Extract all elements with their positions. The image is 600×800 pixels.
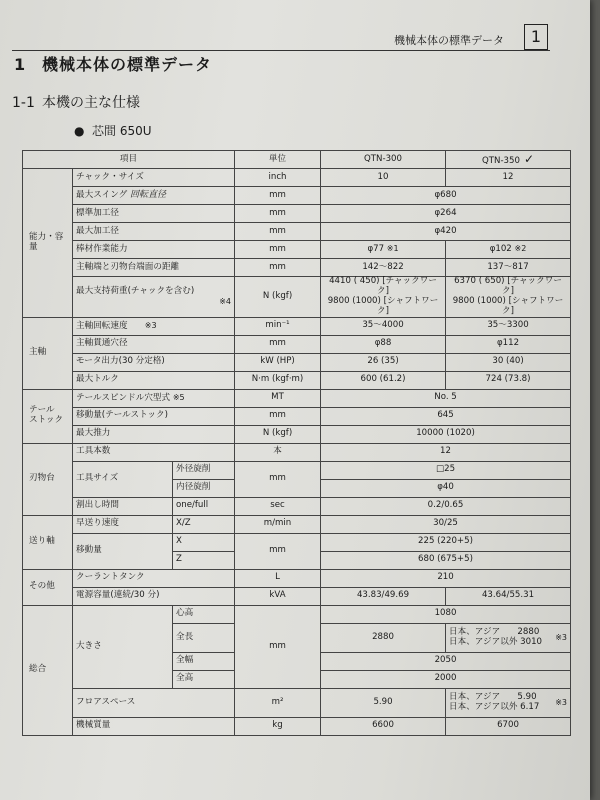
row-label: 最大支持荷重(チャックを含む) ※4 — [73, 277, 235, 318]
table-row — [23, 425, 571, 443]
value-b: 137～817 — [446, 259, 571, 277]
value-b: 35～3300 — [446, 317, 571, 335]
row-unit: sec — [235, 497, 321, 515]
value-b: 日本、アジア 2880 日本、アジア以外 3010 ※3 — [446, 623, 571, 652]
row-unit: min⁻¹ — [235, 317, 321, 335]
row-unit: mm — [235, 241, 321, 259]
value-a: 43.83/49.69 — [321, 587, 446, 605]
subsection-title: 本機の主な仕様 — [42, 95, 140, 111]
row-unit: inch — [235, 169, 321, 187]
row-label: 最大加工径 — [73, 223, 235, 241]
table-row — [23, 187, 571, 205]
table-row — [23, 717, 571, 735]
handwritten-note: 回転直径 — [129, 190, 166, 201]
section-title: 機械本体の標準データ — [42, 55, 213, 74]
value-shared: 10000 (1020) — [321, 425, 571, 443]
value-b: 6370 ( 650) [チャックワーク] 9800 (1000) [シャフトワーク] — [446, 277, 571, 318]
value-b: 12 — [446, 169, 571, 187]
value-shared: φ264 — [321, 205, 571, 223]
row-label: 最大トルク — [73, 371, 235, 389]
value-a: 10 — [321, 169, 446, 187]
value-a: 4410 ( 450) [チャックワーク] 9800 (1000) [シャフトワーク] — [321, 277, 446, 318]
table-row — [23, 335, 571, 353]
row-label: 電源容量(連続/30 分) — [73, 587, 235, 605]
value-b: φ102 ※2 — [446, 241, 571, 259]
category-feed: 送り軸 — [23, 515, 73, 569]
row-unit: 本 — [235, 443, 321, 461]
value-shared: φ680 — [321, 187, 571, 205]
row-unit: MT — [235, 389, 321, 407]
footnote-ref: ※3 — [144, 320, 157, 330]
footnote-ref: ※3 — [555, 697, 568, 707]
footnote-ref: ※2 — [514, 244, 527, 254]
value-shared: 2000 — [321, 670, 571, 688]
row-unit: mm — [235, 533, 321, 569]
value-shared: No. 5 — [321, 389, 571, 407]
row-unit: mm — [235, 461, 321, 497]
footnote-ref: ※3 — [555, 632, 568, 642]
value-a: 5.90 — [321, 688, 446, 717]
table-row — [23, 587, 571, 605]
row-unit: N (kgf) — [235, 277, 321, 318]
category-overall: 総合 — [23, 605, 73, 735]
row-label: フロアスペース — [73, 688, 235, 717]
row-label: 工具本数 — [73, 443, 235, 461]
table-row — [23, 515, 571, 533]
table-header-row — [23, 151, 571, 169]
row-unit: mm — [235, 605, 321, 688]
category-tailstock: テール ストック — [23, 389, 73, 443]
table-row — [23, 605, 571, 623]
model-heading — [74, 122, 152, 139]
value-a: 35～4000 — [321, 317, 446, 335]
value-b: 724 (73.8) — [446, 371, 571, 389]
row-unit: mm — [235, 205, 321, 223]
row-unit: mm — [235, 259, 321, 277]
row-label: 大きさ — [73, 605, 173, 688]
header-item: 項目 — [23, 151, 235, 169]
header-model-a: QTN-300 — [321, 151, 446, 169]
row-label: 機械質量 — [73, 717, 235, 735]
row-sublabel: Z — [173, 551, 235, 569]
category-spindle: 主軸 — [23, 317, 73, 389]
row-unit: mm — [235, 407, 321, 425]
header-rule — [12, 50, 550, 51]
table-row — [23, 277, 571, 318]
value-shared: φ420 — [321, 223, 571, 241]
value-a: 6600 — [321, 717, 446, 735]
row-label: 最大推力 — [73, 425, 235, 443]
table-row — [23, 371, 571, 389]
check-mark-icon: ✓ — [523, 151, 535, 166]
value-shared: φ40 — [321, 479, 571, 497]
value-shared: 0.2/0.65 — [321, 497, 571, 515]
table-row — [23, 223, 571, 241]
row-label: テールスピンドル穴型式 ※5 — [73, 389, 235, 407]
header-model-b — [446, 151, 571, 169]
value-a: 600 (61.2) — [321, 371, 446, 389]
row-unit: N·m (kgf·m) — [235, 371, 321, 389]
table-row — [23, 461, 571, 479]
value-shared: □25 — [321, 461, 571, 479]
header-unit: 単位 — [235, 151, 321, 169]
row-unit: m/min — [235, 515, 321, 533]
category-capacity: 能力・容量 — [23, 169, 73, 318]
table-row — [23, 569, 571, 587]
row-label: 早送り速度 — [73, 515, 173, 533]
table-row — [23, 389, 571, 407]
running-header: 機械本体の標準データ — [394, 34, 504, 47]
row-label: 主軸貫通穴径 — [73, 335, 235, 353]
table-row — [23, 241, 571, 259]
table-row — [23, 688, 571, 717]
value-shared: 1080 — [321, 605, 571, 623]
table-row — [23, 443, 571, 461]
bullet-icon: ● — [74, 124, 85, 138]
row-label: モータ出力(30 分定格) — [73, 353, 235, 371]
row-sublabel: 心高 — [173, 605, 235, 623]
row-sublabel: 全幅 — [173, 652, 235, 670]
value-a: 142～822 — [321, 259, 446, 277]
row-unit: kg — [235, 717, 321, 735]
row-label: 移動量(テールストック) — [73, 407, 235, 425]
section-number: 1 — [14, 55, 27, 74]
row-sublabel: 全高 — [173, 670, 235, 688]
row-label: 棒材作業能力 — [73, 241, 235, 259]
value-shared: 645 — [321, 407, 571, 425]
category-other: その他 — [23, 569, 73, 605]
row-label: チャック・サイズ — [73, 169, 235, 187]
value-shared: 30/25 — [321, 515, 571, 533]
row-unit: mm — [235, 187, 321, 205]
footnote-ref: ※4 — [219, 297, 232, 307]
table-row — [23, 317, 571, 335]
section-heading — [14, 52, 212, 75]
table-row — [23, 169, 571, 187]
row-sublabel: 外径旋削 — [173, 461, 235, 479]
model-b-label: QTN-350 — [482, 155, 520, 166]
row-unit: L — [235, 569, 321, 587]
row-sublabel: 全長 — [173, 623, 235, 652]
row-label: 工具サイズ — [73, 461, 173, 497]
row-label: 最大スイング 回転直径 — [73, 187, 235, 205]
row-sublabel: one/full — [173, 497, 235, 515]
category-turret: 刃物台 — [23, 443, 73, 515]
row-sublabel: X — [173, 533, 235, 551]
row-label: 標準加工径 — [73, 205, 235, 223]
value-shared: 225 (220+5) — [321, 533, 571, 551]
page-number-box: 1 — [524, 24, 548, 50]
value-shared: 210 — [321, 569, 571, 587]
value-shared: 2050 — [321, 652, 571, 670]
value-b: 30 (40) — [446, 353, 571, 371]
row-label: クーラントタンク — [73, 569, 235, 587]
spec-table — [22, 150, 571, 736]
value-b: 日本、アジア 5.90 日本、アジア以外 6.17 ※3 — [446, 688, 571, 717]
table-row — [23, 407, 571, 425]
row-label: 移動量 — [73, 533, 173, 569]
row-label: 主軸回転速度 ※3 — [73, 317, 235, 335]
table-row — [23, 205, 571, 223]
row-unit: kW (HP) — [235, 353, 321, 371]
value-a: 26 (35) — [321, 353, 446, 371]
model-title: 芯間 650U — [92, 124, 152, 138]
table-row — [23, 533, 571, 551]
table-row — [23, 497, 571, 515]
value-shared: 680 (675+5) — [321, 551, 571, 569]
row-unit: kVA — [235, 587, 321, 605]
row-unit: mm — [235, 335, 321, 353]
row-unit: N (kgf) — [235, 425, 321, 443]
table-row — [23, 259, 571, 277]
row-sublabel: 内径旋削 — [173, 479, 235, 497]
subsection-heading — [12, 92, 140, 112]
value-b: φ112 — [446, 335, 571, 353]
value-a: 2880 — [321, 623, 446, 652]
row-label: 主軸端と刃物台端面の距離 — [73, 259, 235, 277]
value-a: φ77 ※1 — [321, 241, 446, 259]
subsection-number: 1-1 — [12, 95, 35, 111]
row-unit: mm — [235, 223, 321, 241]
footnote-ref: ※1 — [386, 244, 399, 254]
value-b: 6700 — [446, 717, 571, 735]
value-a: φ88 — [321, 335, 446, 353]
row-label: 割出し時間 — [73, 497, 173, 515]
value-b: 43.64/55.31 — [446, 587, 571, 605]
footnote-ref: ※5 — [172, 392, 185, 402]
table-row — [23, 353, 571, 371]
row-sublabel: X/Z — [173, 515, 235, 533]
value-shared: 12 — [321, 443, 571, 461]
row-unit: m² — [235, 688, 321, 717]
